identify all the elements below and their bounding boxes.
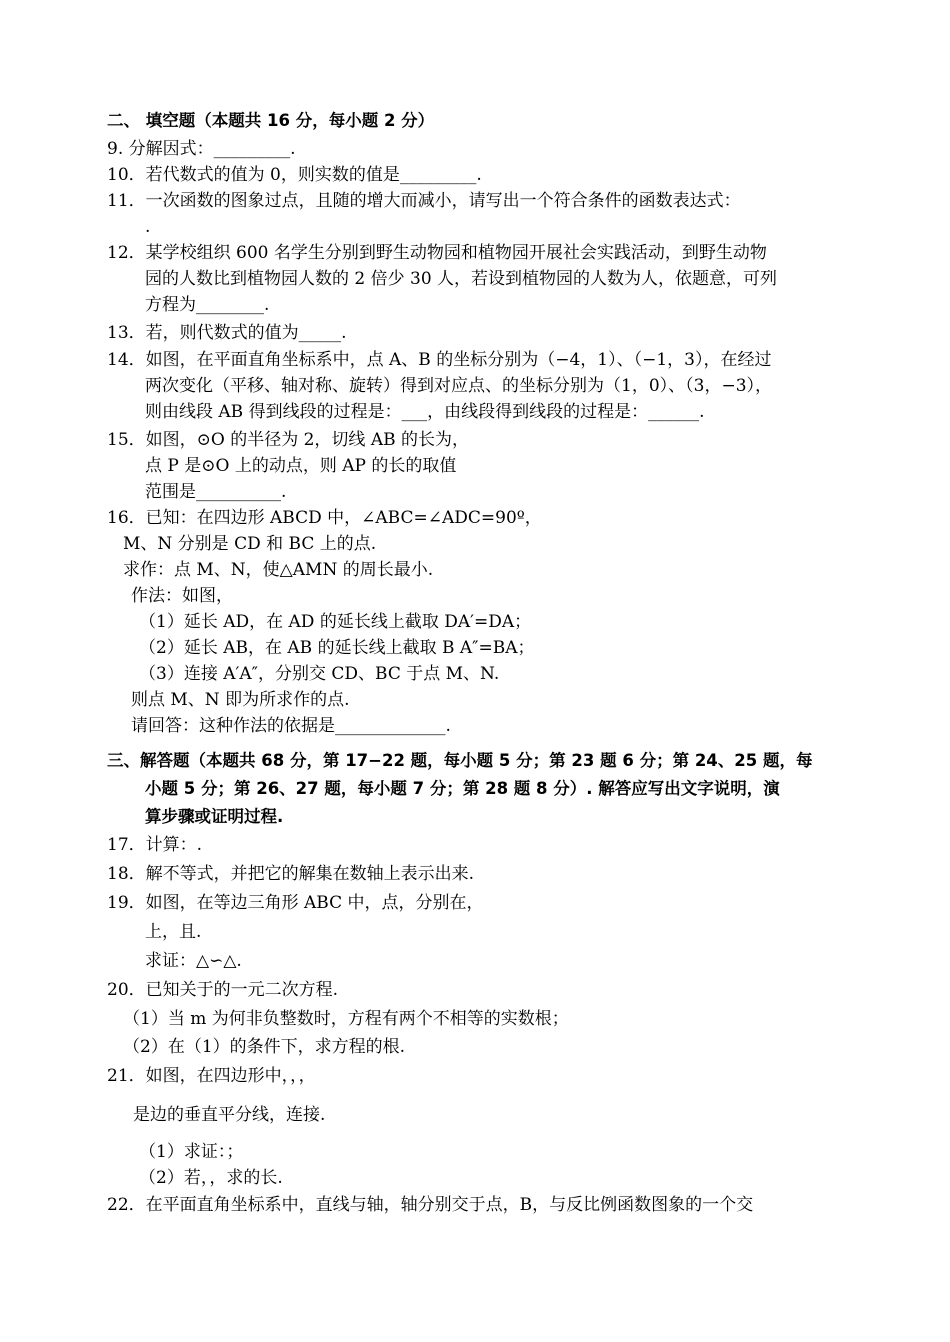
section-heading-fill-in: 二、 填空题（本题共 16 分，每小题 2 分） xyxy=(107,111,435,130)
question-15-line-3: 范围是__________. xyxy=(145,482,287,502)
question-15-line-1: 15．如图，⊙O 的半径为 2，切线 AB 的长为， xyxy=(107,430,470,450)
question-14-line-1: 14．如图，在平面直角坐标系中，点 A、B 的坐标分别为（−4，1）、（−1，3），在经过 xyxy=(107,350,772,370)
question-13: 13．若，则代数式的值为_____. xyxy=(107,323,347,343)
question-21-line-2: 是边的垂直平分线，连接. xyxy=(133,1105,326,1125)
question-21-line-1: 21．如图，在四边形中，，， xyxy=(107,1066,316,1086)
question-19-line-2: 上，且. xyxy=(145,922,202,942)
question-20-line-3: （2）在（1）的条件下，求方程的根. xyxy=(123,1037,406,1057)
question-17: 17．计算：. xyxy=(107,835,203,855)
question-19-line-1: 19．如图，在等边三角形 ABC 中，点，分别在， xyxy=(107,893,484,913)
question-20-line-1: 20．已知关于的一元二次方程. xyxy=(107,980,339,1000)
question-16-line-6: （2）延长 AB，在 AB 的延长线上截取 B A″=BA； xyxy=(139,638,535,658)
question-15-line-2: 点 P 是⊙O 上的动点，则 AP 的长的取值 xyxy=(145,456,457,476)
question-14-line-3: 则由线段 AB 得到线段的过程是：___，由线段得到线段的过程是：______. xyxy=(145,402,705,422)
question-16-line-1: 16．已知：在四边形 ABCD 中，∠ABC=∠ADC=90º， xyxy=(107,508,542,528)
question-9: 9. 分解因式：_________. xyxy=(107,139,296,159)
section-heading-answer-line-3: 算步骤或证明过程. xyxy=(145,807,284,826)
question-14-line-2: 两次变化（平移、轴对称、旋转）得到对应点、的坐标分别为（1，0）、（3，−3）， xyxy=(145,376,773,396)
question-22-line-1: 22．在平面直角坐标系中，直线与轴，轴分别交于点，B，与反比例函数图象的一个交 xyxy=(107,1195,754,1215)
section-heading-answer-line-1: 三、解答题（本题共 68 分，第 17−22 题，每小题 5 分；第 23 题 6 分；第 24、25 题，每 xyxy=(107,751,813,770)
question-16-line-9: 请回答：这种作法的依据是_____________. xyxy=(131,716,451,736)
question-18: 18．解不等式，并把它的解集在数轴上表示出来. xyxy=(107,864,475,884)
question-20-line-2: （1）当 m 为何非负整数时，方程有两个不相等的实数根； xyxy=(123,1009,569,1029)
question-19-line-3: 求证：△∽△. xyxy=(145,951,242,971)
question-21-line-3: （1）求证：； xyxy=(139,1142,244,1162)
question-21-line-4: （2）若，，求的长. xyxy=(139,1168,283,1188)
question-10: 10．若代数式的值为 0，则实数的值是_________. xyxy=(107,165,482,185)
question-16-line-5: （1）延长 AD，在 AD 的延长线上截取 DA′=DA； xyxy=(139,612,532,632)
question-12-line-3: 方程为________. xyxy=(145,295,270,315)
question-16-line-3: 求作：点 M、N，使△AMN 的周长最小. xyxy=(123,560,434,580)
question-16-line-4: 作法：如图， xyxy=(131,586,233,606)
question-11-line-1: 11．一次函数的图象过点，且随的增大而减小，请写出一个符合条件的函数表达式： xyxy=(107,191,741,211)
question-11-line-2: . xyxy=(145,217,151,237)
section-heading-answer-line-2: 小题 5 分；第 26、27 题，每小题 7 分；第 28 题 8 分）. 解答应写出文字说明，演 xyxy=(145,779,780,798)
question-12-line-1: 12．某学校组织 600 名学生分别到野生动物园和植物园开展社会实践活动，到野生动物 xyxy=(107,243,767,263)
question-16-line-8: 则点 M、N 即为所求作的点. xyxy=(131,690,350,710)
question-12-line-2: 园的人数比到植物园人数的 2 倍少 30 人，若设到植物园的人数为人，依题意，可列 xyxy=(145,269,778,289)
question-16-line-7: （3）连接 A′A″，分别交 CD、BC 于点 M、N. xyxy=(139,664,500,684)
question-16-line-2: M、N 分别是 CD 和 BC 上的点. xyxy=(123,534,377,554)
